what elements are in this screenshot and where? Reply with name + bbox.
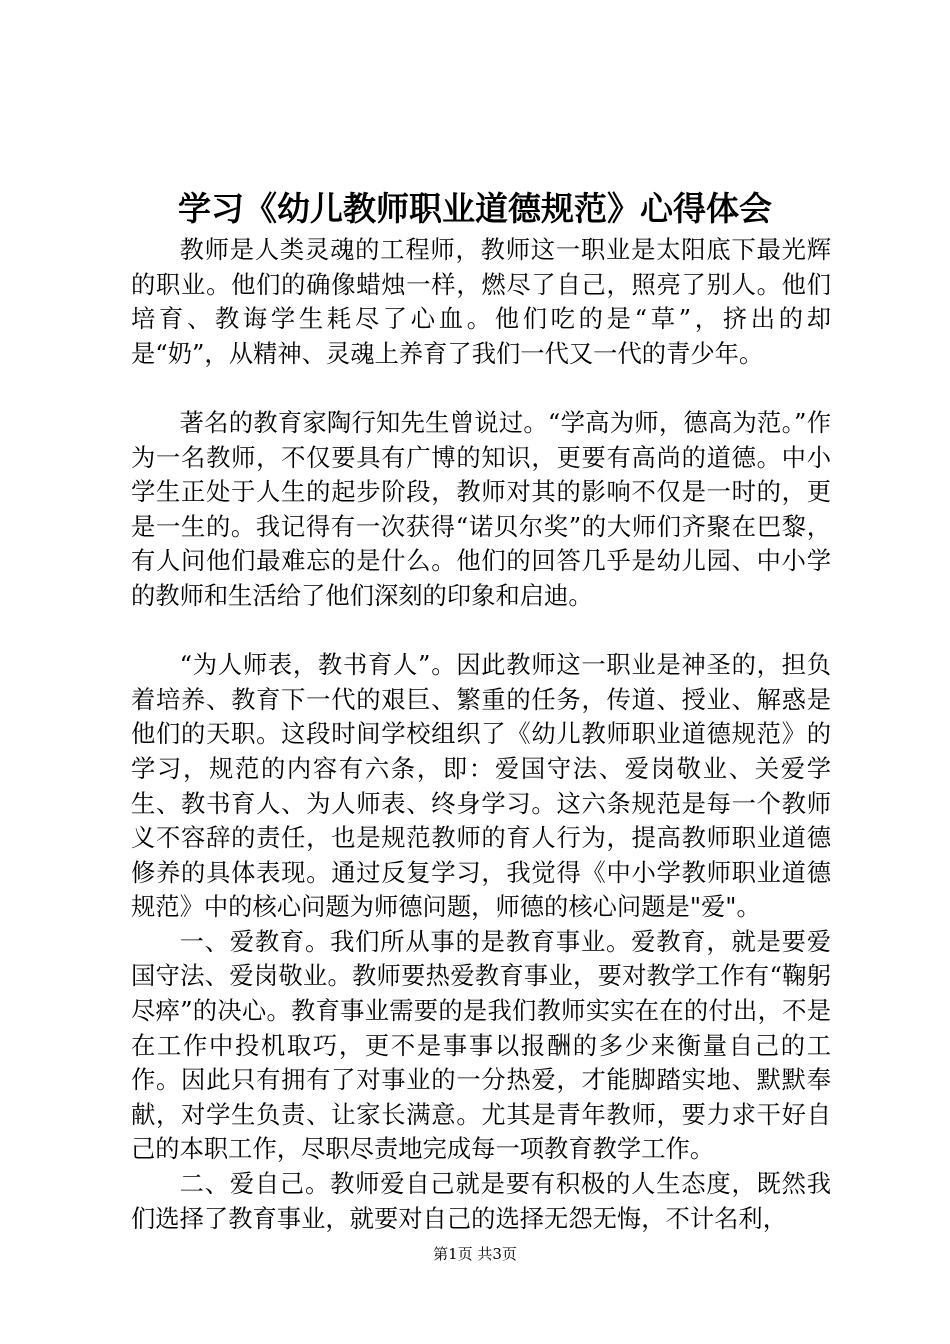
paragraph-3: “为人师表，教书育人”。因此教师这一职业是神圣的，担负着培养、教育下一代的艰巨、繁重的任务，传道、授业、解惑是他们的天职。这段时间学校组织了《幼儿教师职业道德规范》的学习，规范的内容有六条，即：爱国守法、爱岗敬业、关爱学生、教书育人、为人师表、终身学习。这六条规范是每一个教师义不容辞的责任，也是规范教师的育人行为，提高教师职业道德修养的具体表现。通过反复学习，我觉得《中小学教师职业道德规范》中的核心问题为师德问题，师德的核心问题是"爱"。 <box>131 650 831 922</box>
paragraph-2: 著名的教育家陶行知先生曾说过。“学高为师，德高为范。”作为一名教师，不仅要具有广博的知识，更要有高尚的道德。中小学生正处于人生的起步阶段，教师对其的影响不仅是一时的，更是一生的。我记得有一次获得“诺贝尔奖”的大师们齐聚在巴黎，有人问他们最难忘的是什么。他们的回答几乎是幼儿园、中小学的教师和生活给了他们深刻的印象和启迪。 <box>131 407 831 610</box>
paragraph-1: 教师是人类灵魂的工程师，教师这一职业是太阳底下最光辉的职业。他们的确像蜡烛一样，燃尽了自己，照亮了别人。他们培育、教诲学生耗尽了心血。他们吃的是“草”，挤出的却是“奶”，从精神、灵魂上养育了我们一代又一代的青少年。 <box>131 235 831 368</box>
page-footer: 第1页 共3页 <box>433 1245 517 1263</box>
paragraph-5: 二、爱自己。教师爱自己就是要有积极的人生态度，既然我们选择了教育事业，就要对自己的选择无怨无悔，不计名利， <box>131 1169 831 1233</box>
document-body <box>131 233 831 1236</box>
document-title: 学习《幼儿教师职业道德规范》心得体会 <box>178 189 772 228</box>
paragraph-4: 一、爱教育。我们所从事的是教育事业。爱教育，就是要爱国守法、爱岗敬业。教师要热爱教育事业，要对教学工作有“鞠躬尽瘁”的决心。教育事业需要的是我们教师实实在在的付出，不是在工作中投机取巧，更不是事事以报酬的多少来衡量自己的工作。因此只有拥有了对事业的一分热爱，才能脚踏实地、默默奉献，对学生负责、让家长满意。尤其是青年教师，要力求干好自己的本职工作，尽职尽责地完成每一项教育教学工作。 <box>131 926 831 1164</box>
